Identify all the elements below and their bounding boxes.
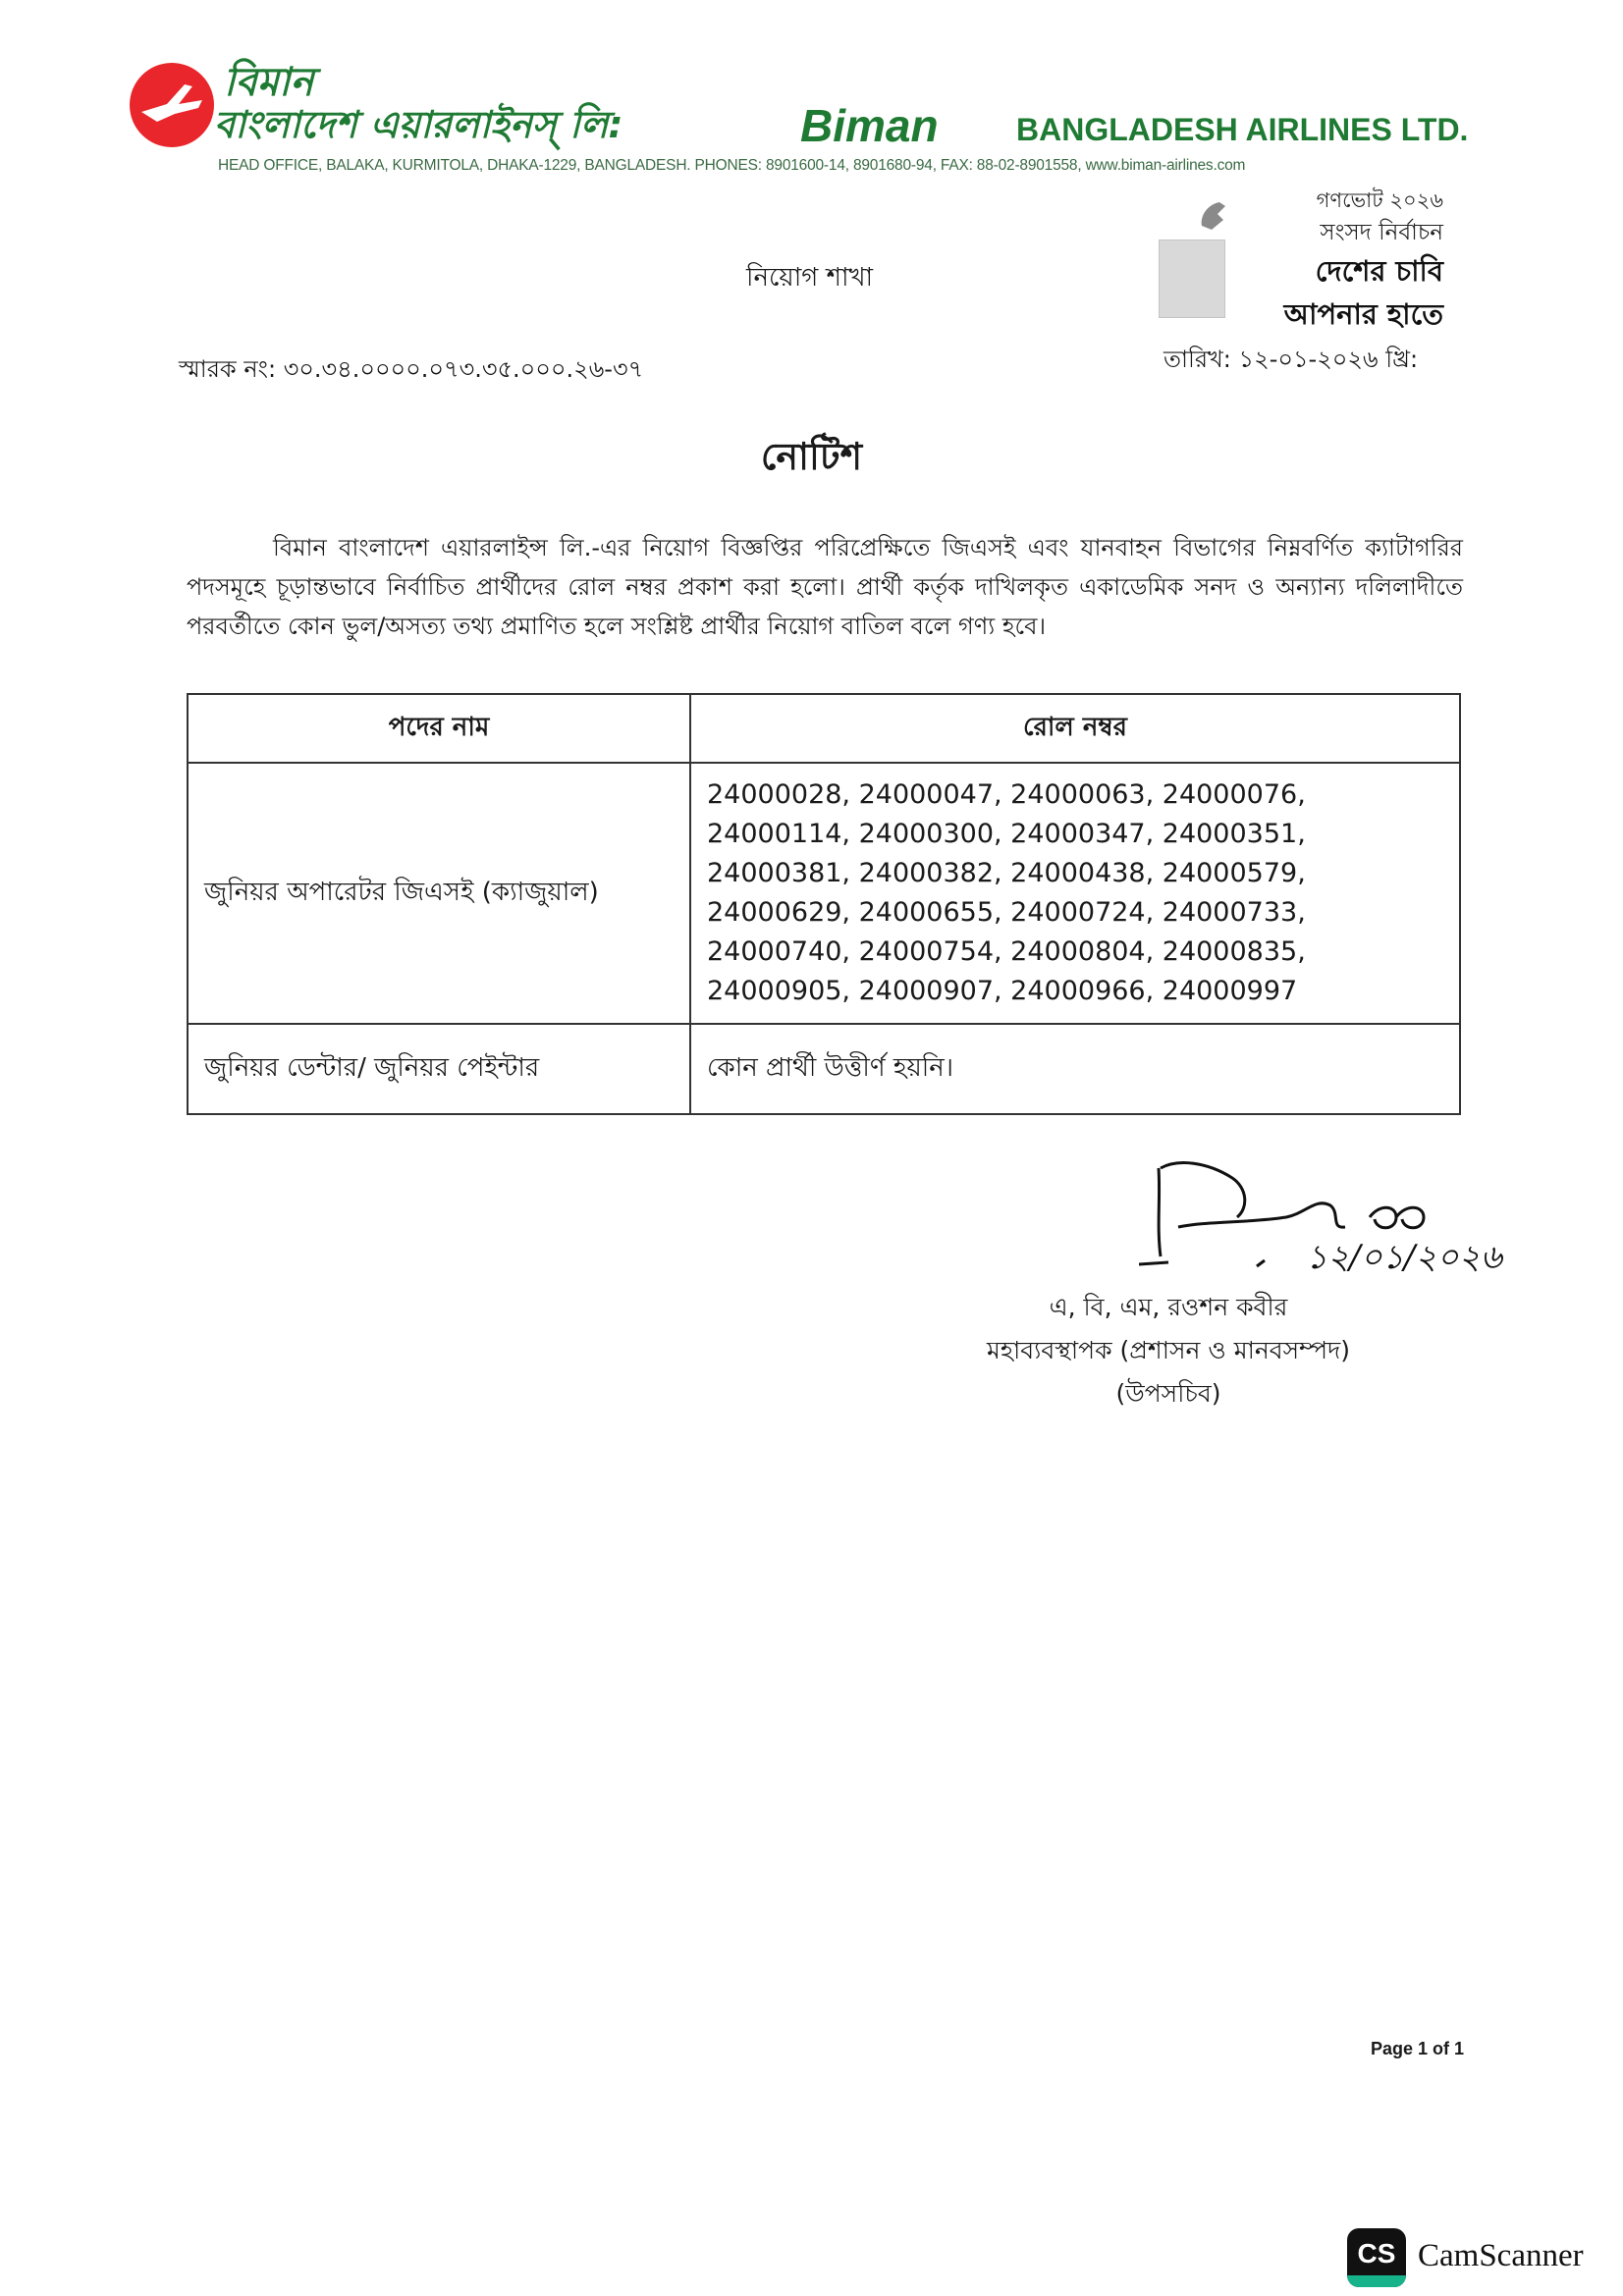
signer-name: এ, বি, এম, রওশন কবীর: [1049, 1293, 1288, 1321]
table-header-row: [188, 694, 1460, 763]
roll-numbers-cell: 24000028, 24000047, 24000063, 24000076, 24000114, 24000300, 24000347, 24000351, 24000381, 24000382, 24000438, 24000579, 24000629, 24000655, 24000724, 24000733, 24000740, 24000754, 24000804, 24000835, 24000905, 24000907, 24000966, 24000997: [690, 763, 1460, 1024]
ballot-hand-icon: [1196, 196, 1235, 236]
signer-rank: (উপসচিব): [1115, 1379, 1221, 1408]
header-roll-number: রোল নম্বর: [690, 694, 1460, 763]
notice-title: নোটিশ: [760, 435, 863, 478]
handwritten-date: [1302, 1227, 1567, 1286]
camscanner-icon: [1347, 2228, 1406, 2287]
post-name-cell: জুনিয়র ডেন্টার/ জুনিয়র পেইন্টার: [188, 1024, 690, 1114]
roll-numbers-cell: কোন প্রার্থী উত্তীর্ণ হয়নি।: [690, 1024, 1460, 1114]
badge-election-text: সংসদ নির্বাচন: [1320, 220, 1443, 245]
brand-name-biman: Biman: [800, 100, 939, 151]
camscanner-icon-text: CS: [1357, 2238, 1396, 2269]
badge-referendum-text: গণভোট ২০২৬: [1316, 188, 1443, 212]
memo-number: স্মারক নং: ৩০.৩৪.০০০০.০৭৩.৩৫.০০০.২৬-৩৭: [179, 355, 644, 383]
notice-body: বিমান বাংলাদেশ এয়ারলাইন্স লি.-এর নিয়োগ বিজ্ঞপ্তির পরিপ্রেক্ষিতে জিএসই এবং যানবাহন বিভাগের নিম্নবর্ণিত ক্যাটাগরির পদসমূহে চূড়ান্তভাবে নির্বাচিত প্রার্থীদের রোল নম্বর প্রকাশ করা হলো। প্রার্থী কর্তৃক দাখিলকৃত একাডেমিক সনদ ও অন্যান্য দলিলাদীতে পরবর্তীতে কোন ভুল/অসত্য তথ্য প্রমাণিত হলে সংশ্লিষ্ট প্রার্থীর নিয়োগ বাতিল বলে গণ্য হবে।: [187, 534, 1463, 640]
table-row: [188, 1024, 1460, 1114]
handwritten-date-text: ১২/০১/২০২৬: [1306, 1238, 1502, 1277]
table-row: [188, 763, 1460, 1024]
notice-date: তারিখ: ১২-০১-২০২৬ খ্রি:: [1163, 346, 1419, 373]
post-name-cell: জুনিয়র অপারেটর জিএসই (ক্যাজুয়াল): [188, 763, 690, 1024]
brand-name-bengali-line2: বাংলাদেশ এয়ারলাইনস্ লি:: [214, 103, 623, 146]
ballot-box-icon: [1159, 240, 1225, 318]
badge-slogan-line2: আপনার হাতে: [1283, 297, 1443, 331]
results-table: [187, 693, 1461, 1115]
camscanner-icon-accent: [1347, 2275, 1406, 2287]
department-name: নিয়োগ শাখা: [746, 263, 874, 293]
camscanner-label: CamScanner: [1418, 2238, 1584, 2273]
election-badge: [1159, 185, 1453, 342]
signer-designation: মহাব্যবস্থাপক (প্রশাসন ও মানবসম্পদ): [986, 1336, 1351, 1364]
badge-slogan-line1: দেশের চাবি: [1315, 254, 1443, 288]
brand-name-bengali-line1: বিমান: [224, 60, 314, 105]
header-post-name: পদের নাম: [188, 694, 690, 763]
biman-logo: [128, 61, 216, 149]
brand-name-english: BANGLADESH AIRLINES LTD.: [1016, 112, 1469, 147]
head-office-address: HEAD OFFICE, BALAKA, KURMITOLA, DHAKA-1229, BANGLADESH. PHONES: 8901600-14, 8901680-94, FAX: 88-02-8901558, www.biman-airlines.com: [218, 157, 1246, 174]
page-number: Page 1 of 1: [1371, 2039, 1465, 2058]
